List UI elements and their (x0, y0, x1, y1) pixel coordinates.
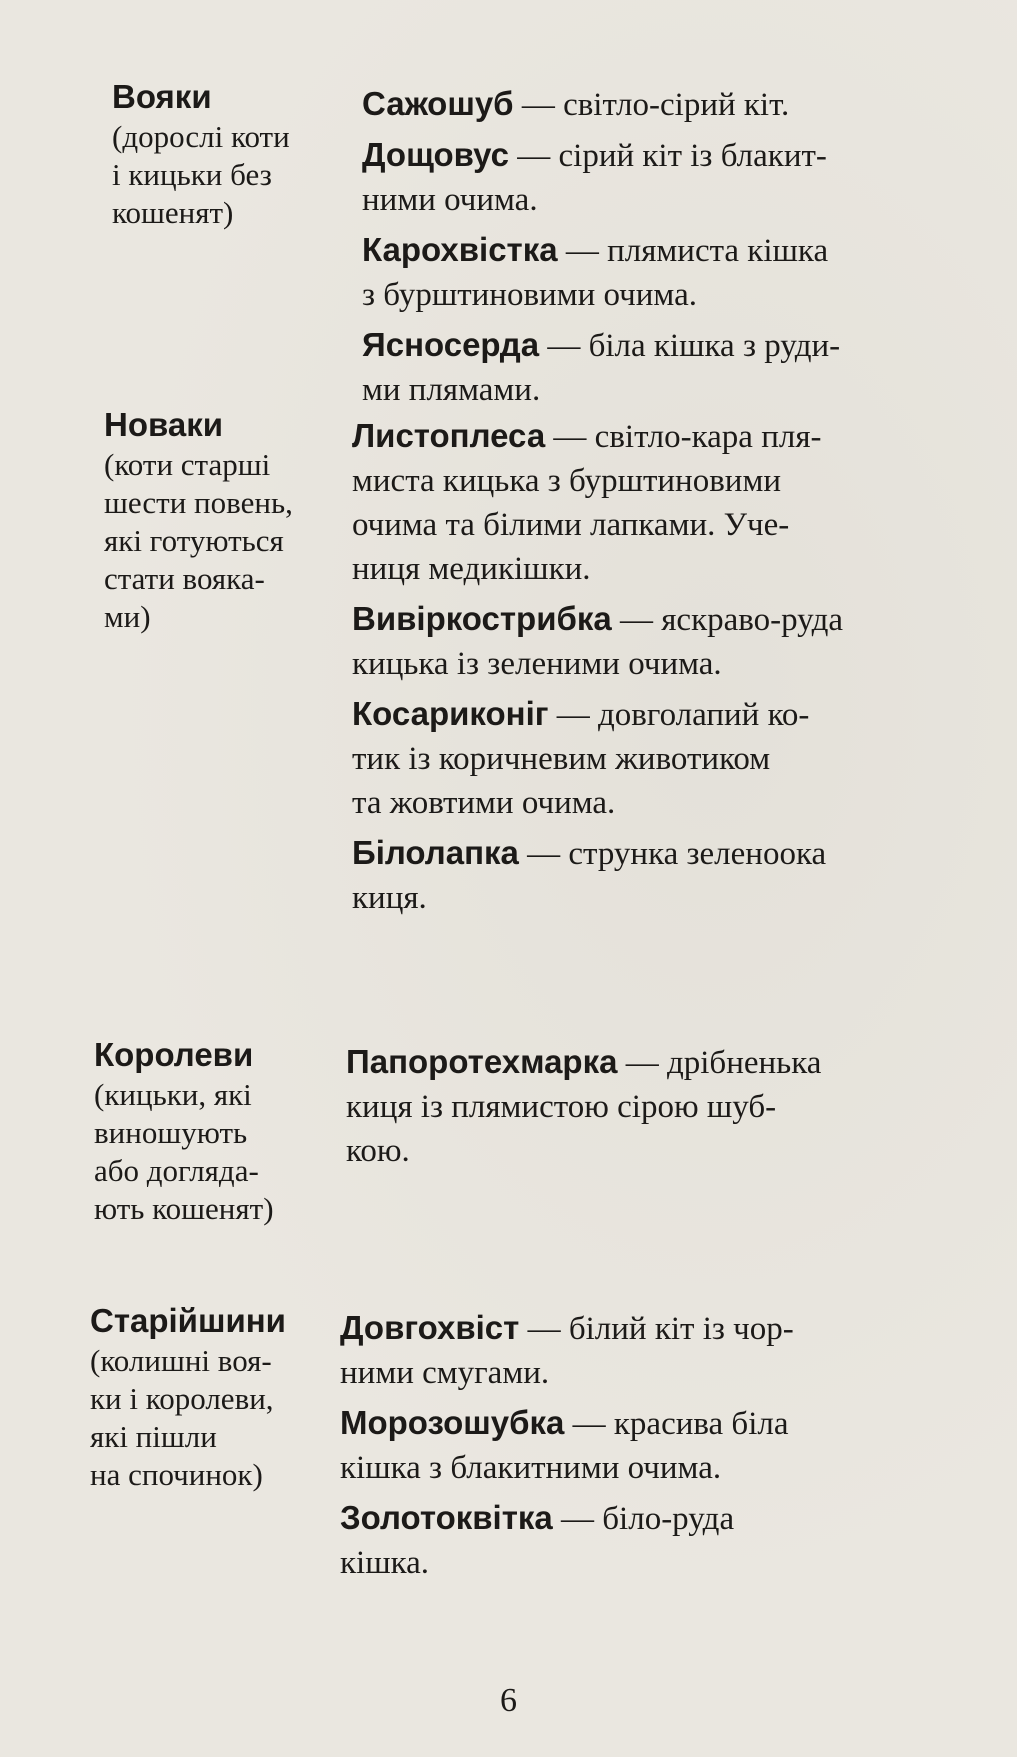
cat-name: Дощовус (362, 136, 509, 173)
rank-queens (94, 1036, 334, 1228)
rank-apprentices (104, 406, 344, 636)
cat-name: Білолапка (352, 834, 519, 871)
rank-title: Вояки (112, 78, 212, 115)
cat-name: Косариконіг (352, 695, 549, 732)
cat-description: — довголапий ко- тик із коричневим животиком та жовтими очима. (352, 697, 810, 821)
cat-name: Карохвістка (362, 231, 558, 268)
cat-list-warriors (362, 82, 982, 418)
cat-description: — біло-руда кішка. (340, 1501, 735, 1581)
cat-entry (352, 692, 982, 825)
rank-elders (90, 1302, 330, 1494)
cat-entry (362, 323, 982, 412)
cat-entry (352, 597, 982, 686)
cat-name: Папоротехмарка (346, 1043, 618, 1080)
cat-description: — сірий кіт із блакит- ними очима. (362, 138, 827, 218)
cat-entry (340, 1306, 982, 1395)
cat-name: Золотоквітка (340, 1499, 553, 1536)
cat-entry (346, 1040, 982, 1173)
rank-warriors (112, 78, 342, 232)
cat-description: — світло-кара пля- миста кицька з бурштиновими очима та білими лапками. Уче- ниця медикішки. (352, 419, 822, 587)
rank-description: (кицьки, які виношують або догляда- ють кошенят) (94, 1077, 274, 1226)
cat-description: — світло-сірий кіт. (513, 87, 790, 123)
cat-entry (362, 133, 982, 222)
cat-description: — яскраво-руда кицька із зеленими очима. (352, 602, 844, 682)
cat-description: — біла кішка з руди- ми плямами. (362, 328, 841, 408)
cat-list-apprentices (352, 414, 982, 926)
cat-description: — струнка зеленоока киця. (352, 836, 827, 916)
rank-title: Старійшини (90, 1302, 286, 1339)
cat-entry (352, 414, 982, 591)
cat-description: — білий кіт із чор- ними смугами. (340, 1311, 794, 1391)
cat-description: — дрібненька киця із плямистою сірою шуб- кою. (346, 1045, 822, 1169)
cat-entry (352, 831, 982, 920)
rank-description: (коти старші шести повень, які готуються стати вояка- ми) (104, 447, 293, 634)
cat-list-elders (340, 1306, 982, 1591)
cat-entry (340, 1496, 982, 1585)
rank-title: Новаки (104, 406, 223, 443)
cat-entry (340, 1401, 982, 1490)
cat-description: — плямиста кішка з бурштиновими очима. (362, 233, 829, 313)
cat-name: Ясносерда (362, 326, 540, 363)
rank-description: (дорослі коти і кицьки без кошенят) (112, 119, 290, 230)
cat-entry (362, 228, 982, 317)
cat-list-queens (346, 1040, 982, 1179)
page-number: 6 (500, 1682, 517, 1719)
cat-name: Вивіркострибка (352, 600, 612, 637)
cat-name: Морозошубка (340, 1404, 565, 1441)
rank-title: Королеви (94, 1036, 254, 1073)
cat-name: Сажошуб (362, 85, 514, 122)
cat-name: Листоплеса (352, 417, 546, 454)
cat-description: — красива біла кішка з блакитними очима. (340, 1406, 789, 1486)
rank-description: (колишні воя- ки і королеви, які пішли на спочинок) (90, 1343, 274, 1492)
cat-name: Довгохвіст (340, 1309, 520, 1346)
cat-entry (362, 82, 982, 127)
